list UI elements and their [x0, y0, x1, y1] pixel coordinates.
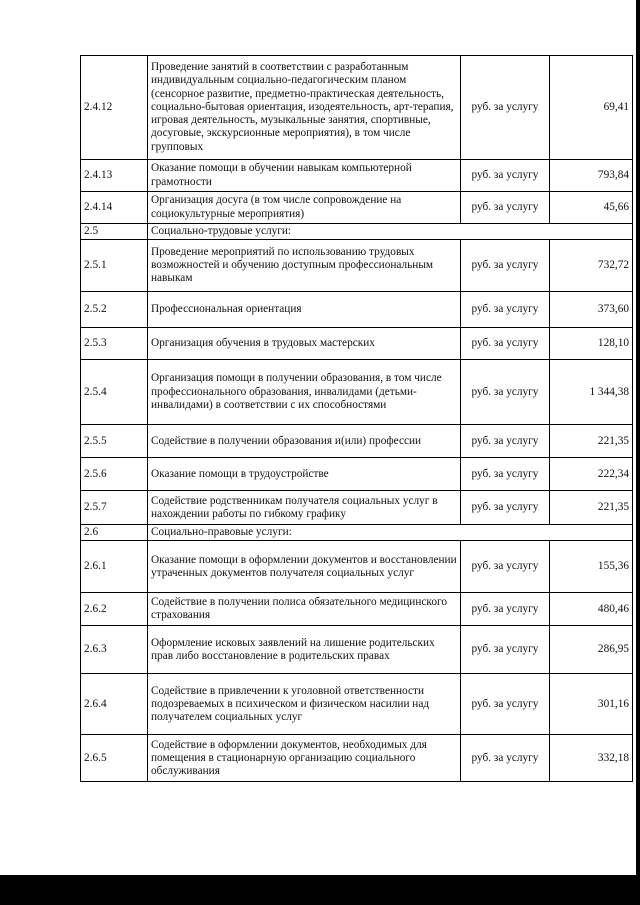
unit-text: руб. за услугу [471, 467, 539, 480]
unit-text: руб. за услугу [471, 337, 539, 350]
price-cell: 221,35 [550, 425, 633, 458]
unit-cell [461, 674, 550, 735]
row-number: 2.5.3 [81, 328, 148, 360]
unit-text: руб. за услугу [471, 259, 539, 272]
row-number: 2.6.5 [81, 735, 148, 782]
price-cell: 373,60 [550, 292, 633, 328]
table-row [81, 328, 633, 360]
service-description: Организация обучения в трудовых мастерских [148, 328, 461, 360]
table-row [81, 240, 633, 292]
unit-text: руб. за услугу [471, 751, 539, 764]
price-cell: 732,72 [550, 240, 633, 292]
price-cell: 301,16 [550, 674, 633, 735]
service-description: Профессиональная ориентация [148, 292, 461, 328]
row-number: 2.6.1 [81, 541, 148, 593]
unit-cell [461, 593, 550, 626]
table-row [81, 192, 633, 224]
table-row [81, 458, 633, 491]
unit-text: руб. за услугу [471, 100, 539, 113]
row-number: 2.5.1 [81, 240, 148, 292]
unit-text: руб. за услугу [471, 697, 539, 710]
service-description: Проведение мероприятий по использованию трудовых возможностей и обучению доступным профессиональным навыкам [148, 240, 461, 292]
service-description: Содействие родственникам получателя социальных услуг в нахождении работы по гибкому графику [148, 491, 461, 525]
unit-cell [461, 328, 550, 360]
section-title: Социально-правовые услуги: [148, 525, 633, 541]
unit-cell [461, 626, 550, 674]
service-description: Оказание помощи в обучении навыкам компьютерной грамотности [148, 160, 461, 192]
table-row [81, 360, 633, 425]
table-row [81, 541, 633, 593]
unit-cell [461, 192, 550, 224]
unit-text: руб. за услугу [471, 643, 539, 656]
section-title: Социально-трудовые услуги: [148, 224, 633, 240]
service-description: Содействие в привлечении к уголовной ответственности подозреваемых в психическом и физическом насилии над получателем социальных услуг [148, 674, 461, 735]
unit-text: руб. за услугу [471, 560, 539, 573]
unit-cell [461, 360, 550, 425]
unit-text: руб. за услугу [471, 168, 539, 181]
row-number: 2.6.3 [81, 626, 148, 674]
table-row [81, 292, 633, 328]
row-number: 2.4.13 [81, 160, 148, 192]
scan-border-right [636, 0, 640, 905]
unit-cell [461, 735, 550, 782]
unit-cell [461, 458, 550, 491]
table-row [81, 674, 633, 735]
table-row [81, 425, 633, 458]
row-number: 2.4.14 [81, 192, 148, 224]
service-description: Организация помощи в получении образования, в том числе профессионального образования, инвалидами (детьми-инвалидами) в соответствии с их способностями [148, 360, 461, 425]
service-description: Содействие в оформлении документов, необходимых для помещения в стационарную организацию социального обслуживания [148, 735, 461, 782]
price-cell: 1 344,38 [550, 360, 633, 425]
table-row [81, 626, 633, 674]
unit-cell [461, 160, 550, 192]
unit-cell [461, 292, 550, 328]
row-number: 2.5.6 [81, 458, 148, 491]
unit-text: руб. за услугу [471, 200, 539, 213]
row-number: 2.5.5 [81, 425, 148, 458]
service-description: Оказание помощи в оформлении документов и восстановлении утраченных документов получателя социальных услуг [148, 541, 461, 593]
service-description: Содействие в получении полиса обязательного медицинского страхования [148, 593, 461, 626]
price-cell: 128,10 [550, 328, 633, 360]
unit-cell [461, 56, 550, 160]
price-cell: 69,41 [550, 56, 633, 160]
table-row [81, 56, 633, 160]
row-number: 2.5.4 [81, 360, 148, 425]
unit-text: руб. за услугу [471, 303, 539, 316]
section-row [81, 224, 633, 240]
table-row [81, 160, 633, 192]
scan-border-bottom [0, 875, 640, 905]
service-description: Оказание помощи в трудоустройстве [148, 458, 461, 491]
section-row [81, 525, 633, 541]
service-description: Проведение занятий в соответствии с разработанным индивидуальным социально-педагогическим планом (сенсорное развитие, предметно-практическая деятельность, социально-бытовая ориентация, изодеятельность, арт-терапия, игровая деятельность, музыкальные занятия, спортивные, досуговые, экскурсионные мероприятия), в том числе групповых [148, 56, 461, 160]
row-number: 2.6.2 [81, 593, 148, 626]
row-number: 2.6.4 [81, 674, 148, 735]
unit-text: руб. за услугу [471, 501, 539, 514]
price-cell: 793,84 [550, 160, 633, 192]
row-number: 2.4.12 [81, 56, 148, 160]
section-number: 2.6 [81, 525, 148, 541]
service-description: Содействие в получении образования и(или) профессии [148, 425, 461, 458]
price-cell: 222,34 [550, 458, 633, 491]
unit-text: руб. за услугу [471, 602, 539, 615]
unit-cell [461, 541, 550, 593]
unit-text: руб. за услугу [471, 434, 539, 447]
service-description: Организация досуга (в том числе сопровождение на социокультурные мероприятия) [148, 192, 461, 224]
tariff-table [80, 55, 633, 782]
price-cell: 221,35 [550, 491, 633, 525]
section-number: 2.5 [81, 224, 148, 240]
price-cell: 480,46 [550, 593, 633, 626]
table-row [81, 735, 633, 782]
price-cell: 286,95 [550, 626, 633, 674]
price-cell: 45,66 [550, 192, 633, 224]
unit-cell [461, 491, 550, 525]
row-number: 2.5.2 [81, 292, 148, 328]
service-description: Оформление исковых заявлений на лишение родительских прав либо восстановление в родительских правах [148, 626, 461, 674]
tariff-table-body [81, 56, 633, 782]
unit-cell [461, 425, 550, 458]
unit-cell [461, 240, 550, 292]
price-cell: 332,18 [550, 735, 633, 782]
table-row [81, 593, 633, 626]
table-row [81, 491, 633, 525]
row-number: 2.5.7 [81, 491, 148, 525]
unit-text: руб. за услугу [471, 385, 539, 398]
price-cell: 155,36 [550, 541, 633, 593]
